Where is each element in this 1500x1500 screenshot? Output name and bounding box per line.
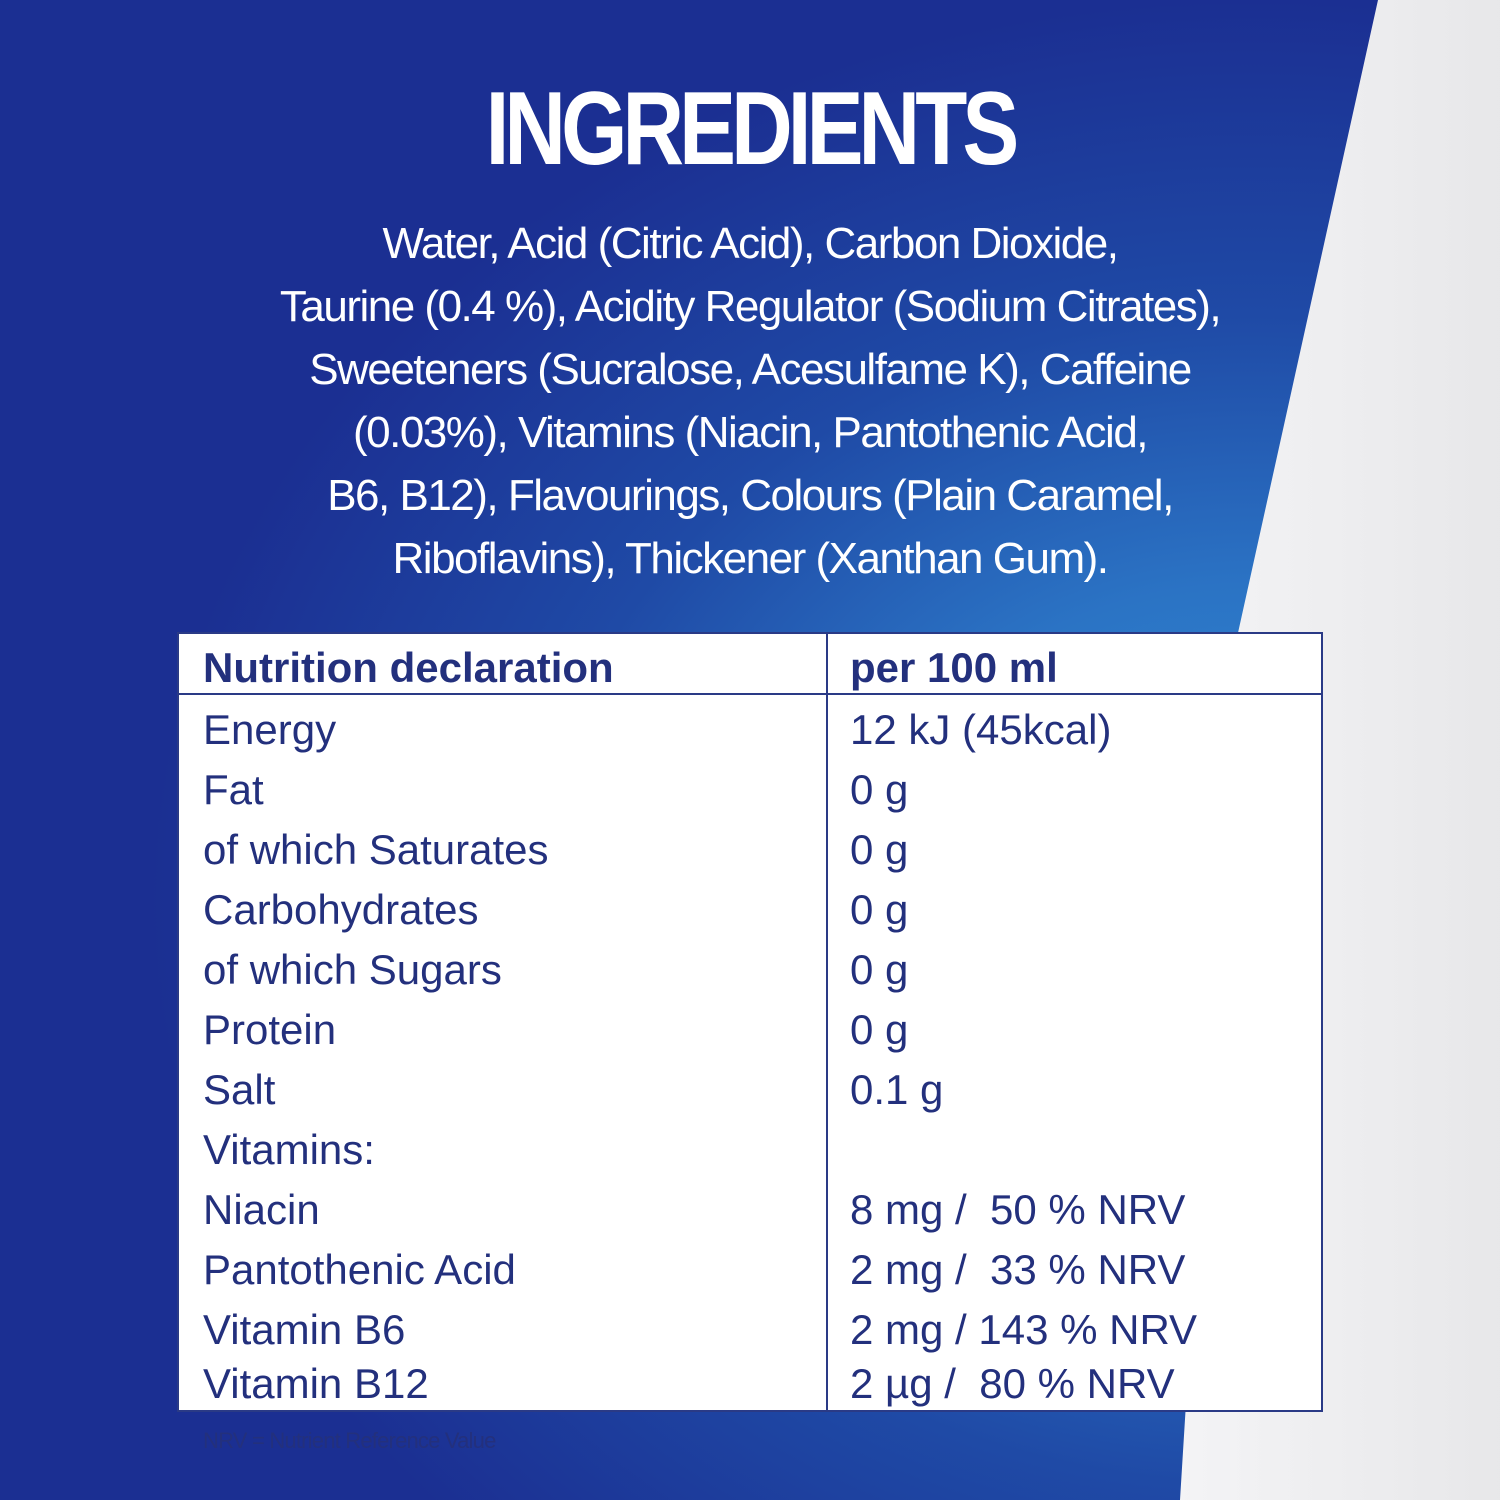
- nutrient-name: Vitamins:: [203, 1126, 375, 1173]
- nutrient-name: Pantothenic Acid: [203, 1246, 516, 1293]
- nutrient-value: 0 g: [850, 1006, 909, 1053]
- table-row: [179, 882, 1321, 942]
- nutrient-value: 0 g: [850, 766, 909, 813]
- table-row: [179, 1182, 1321, 1242]
- table-row: [179, 1356, 1321, 1410]
- table-row: [179, 822, 1321, 882]
- nutrient-name: of which Sugars: [203, 946, 502, 993]
- nutrient-name: Niacin: [203, 1186, 320, 1233]
- nutrient-value: 2 µg / 80 % NRV: [850, 1360, 1175, 1407]
- nutrient-value: 0 g: [850, 826, 909, 873]
- ingredients-line: Taurine (0.4 %), Acidity Regulator (Sodium Citrates),: [279, 282, 1221, 331]
- ingredients-line: B6, B12), Flavourings, Colours (Plain Caramel,: [327, 471, 1173, 520]
- header-divider: [179, 693, 1321, 695]
- nutrient-value: 12 kJ (45kcal): [850, 706, 1112, 753]
- table-row: [179, 1122, 1321, 1182]
- table-row: [179, 1242, 1321, 1302]
- nutrient-name: Protein: [203, 1006, 337, 1053]
- ingredients-line: Sweeteners (Sucralose, Acesulfame K), Caffeine: [309, 345, 1191, 394]
- ingredients-line: Riboflavins), Thickener (Xanthan Gum).: [392, 534, 1108, 583]
- nutrition-table: [177, 632, 1323, 1412]
- ingredients-text: [200, 212, 1300, 590]
- nutrient-value: 0 g: [850, 886, 909, 933]
- ingredients-line: Water, Acid (Citric Acid), Carbon Dioxide,: [382, 219, 1118, 268]
- nutrient-value: 0.1 g: [850, 1066, 944, 1113]
- nutrient-value: 2 mg / 143 % NRV: [850, 1306, 1198, 1353]
- nutrition-header-value: per 100 ml: [850, 644, 1058, 691]
- nutrient-name: Energy: [203, 706, 337, 753]
- ingredients-heading: INGREDIENTS: [485, 71, 1015, 187]
- table-row: [179, 1062, 1321, 1122]
- table-row: [179, 1002, 1321, 1062]
- table-row: [179, 942, 1321, 1002]
- ingredients-line: (0.03%), Vitamins (Niacin, Pantothenic Acid,: [352, 408, 1148, 457]
- nutrient-name: Vitamin B6: [203, 1306, 406, 1353]
- nutrient-name: Fat: [203, 766, 264, 813]
- table-row: [179, 702, 1321, 762]
- table-row: [179, 762, 1321, 822]
- nutrition-rows: [179, 702, 1321, 1410]
- table-row: [179, 1302, 1321, 1356]
- nutrition-header-name: Nutrition declaration: [203, 644, 614, 691]
- nrv-footnote: NRV = Nutrient Reference Value: [203, 1428, 496, 1453]
- nutrient-value: 0 g: [850, 946, 909, 993]
- nutrient-name: of which Saturates: [203, 826, 549, 873]
- nutrient-value: 8 mg / 50 % NRV: [850, 1186, 1186, 1233]
- nutrient-name: Salt: [203, 1066, 276, 1113]
- nutrient-name: Vitamin B12: [203, 1360, 429, 1407]
- nutrient-name: Carbohydrates: [203, 886, 479, 933]
- nutrient-value: 2 mg / 33 % NRV: [850, 1246, 1186, 1293]
